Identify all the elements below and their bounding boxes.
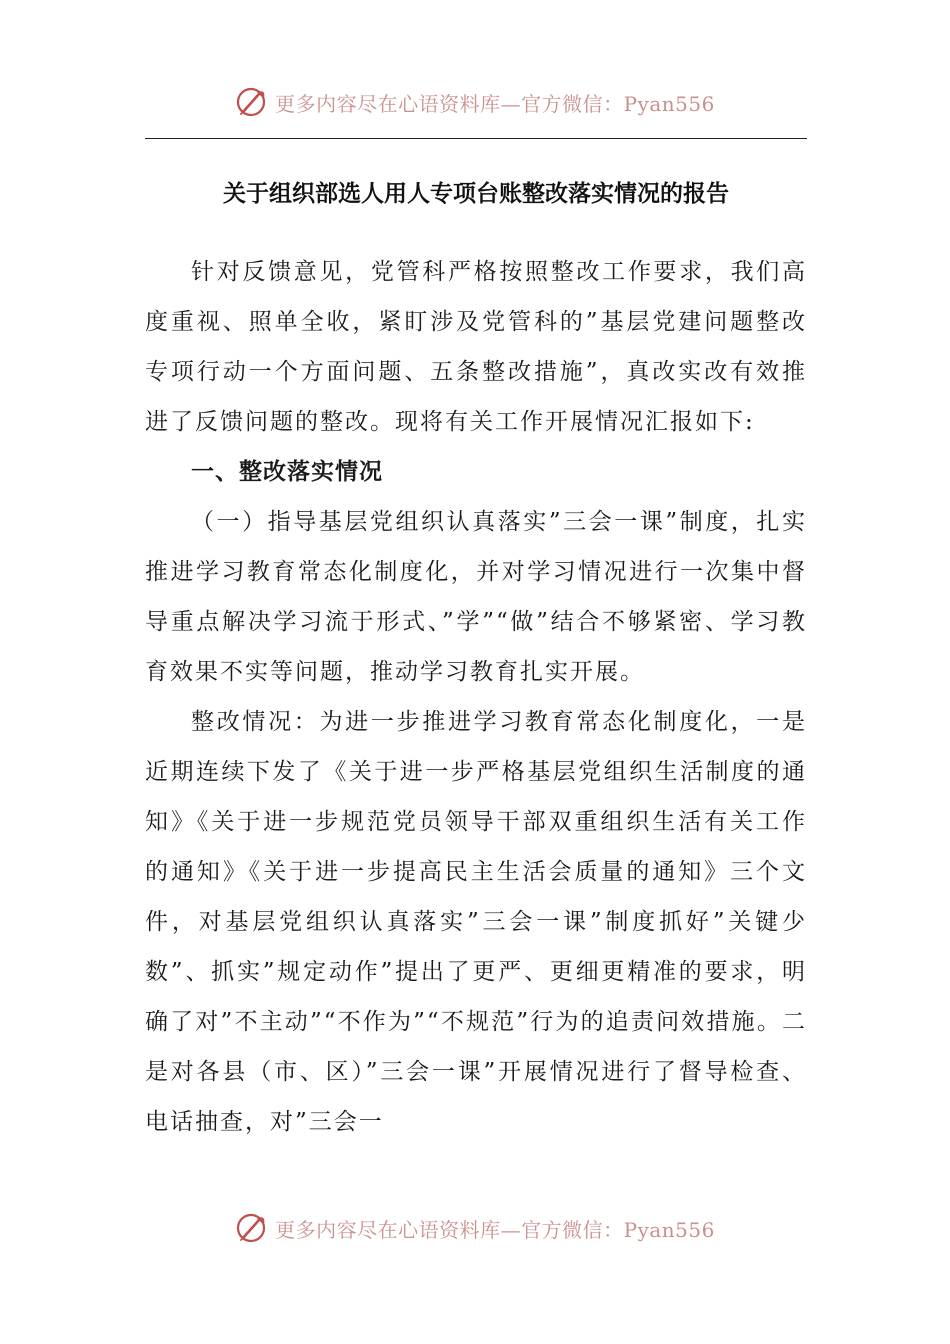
paragraph-intro: 针对反馈意见，党管科严格按照整改工作要求，我们高度重视、照单全收，紧盯涉及党管科的”基层党建问题整改专项行动一个方面问题、五条整改措施”，真改实改有效推进了反馈问题的整改。现将有关工作开展情况汇报如下: bbox=[145, 259, 807, 435]
quill-pen-logo-icon bbox=[235, 85, 269, 119]
watermark-text: 更多内容尽在心语资料库—官方微信：Pyan556 bbox=[275, 1217, 715, 1242]
section-heading: 一、整改落实情况 bbox=[191, 459, 383, 485]
paragraph-rectification: 整改情况：为进一步推进学习教育常态化制度化，一是近期连续下发了《关于进一步严格基层党组织生活制度的通知》《关于进一步规范党员领导干部双重组织生活有关工作的通知》《关于进一步提高民主生活会质量的通知》三个文件，对基层党组织认真落实”三会一课”制度抓好”关键少数”、抓实”规定动作”提出了更严、更细更精准的要求，明确了对”不主动”“不作为”“不规范”行为的追责问效措施。二是对各县（市、区）”三会一课”开展情况进行了督导检查、电话抽查，对”三会一 bbox=[145, 709, 807, 1135]
footer-watermark bbox=[0, 1208, 950, 1248]
quill-pen-logo-icon bbox=[235, 1211, 269, 1245]
header-watermark bbox=[0, 82, 950, 122]
document-title: 关于组织部选人用人专项台账整改落实情况的报告 bbox=[223, 180, 729, 207]
watermark-text: 更多内容尽在心语资料库—官方微信：Pyan556 bbox=[275, 91, 715, 116]
document-body bbox=[145, 247, 807, 1147]
paragraph-item-one: （一）指导基层党组织认真落实”三会一课”制度，扎实推进学习教育常态化制度化，并对学习情况进行一次集中督导重点解决学习流于形式、”学”“做”结合不够紧密、学习教育效果不实等问题，推动学习教育扎实开展。 bbox=[145, 509, 807, 685]
header-divider bbox=[145, 138, 807, 139]
